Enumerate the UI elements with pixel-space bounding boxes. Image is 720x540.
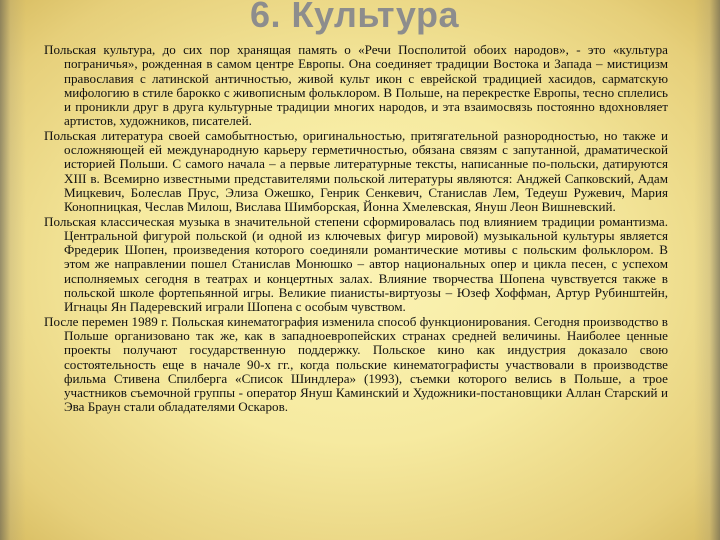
slide-body	[44, 43, 668, 415]
paragraph-music: Польская классическая музыка в значительной степени сформировалась под влиянием традиции романтизма. Центральной фигурой польской (и одной из ключевых фигур мировой) музыкальной культуры является Фредерик Шопен, произведения которого соединяли романтические мотивы с польским фольклором. В этом же направлении пошел Станислав Монюшко – автор национальных опер и цикла песен, с успехом исполняемых сегодня в театрах и концертных залах. Влияние творчества Шопена чувствуется также в польской школе фортепьянной игры. Великие пианисты-виртуозы – Юзеф Хоффман, Артур Рубинштейн, Игнацы Ян Падеревский играли Шопена с особым чувством.	[44, 213, 668, 315]
paragraph-cinema: После перемен 1989 г. Польская кинематография изменила способ функционирования. Сегодня производство в Польше организовано так же, как в западноевропейских странах средней величины. Наиболее ценные проекты получают государственную поддержку. Польское кино как индустрия доказало свою состоятельность еще в начале 90-х гг., когда польские кинематографисты участвовали в производстве фильма Стивена Спилберга «Список Шиндлера» (1993), съемки которого велись в Польше, а трое участников съемочной группы - оператор Януш Каминский и Художники-постановщики Аллан Старский и Эва Браун стали обладателями Оскаров.	[44, 313, 668, 415]
left-edge-shadow	[0, 0, 26, 540]
right-edge-shadow	[694, 0, 720, 540]
paragraph-culture: Польская культура, до сих пор хранящая память о «Речи Посполитой обоих народов», - это «культура пограничья», рожденная в самом центре Европы. Она соединяет традиции Востока и Запада – мистицизм православия с латинской античностью, живой культ икон с еврейской традицией хасидов, сарматскую мифологию в стиле барокко с живописным фольклором. В Польше, на перекрестке Европы, тесно сплелись и проникли друг в друга культурные традиции многих народов, и эта взаимосвязь постоянно вдохновляет артистов, художников, писателей.	[44, 42, 668, 129]
slide-title: 6. Культура	[250, 0, 459, 35]
paragraph-literature: Польская литература своей самобытностью, оригинальностью, притягательной разнородностью, но также и осложняющей ей международную карьеру герметичностью, обязана связям с запутанной, драматической историей Польши. С самого начала – а первые литературные тексты, написанные по-польски, датируются XIII в. Всемирно известными представителями польской литературы являются: Анджей Сапковский, Адам Мицкевич, Болеслав Прус, Элиза Ожешко, Генрик Сенкевич, Станислав Лем, Тедеуш Ружевич, Мария Конопницкая, Чеслав Милош, Вислава Шимборская, Йонна Хмелевская, Януш Леон Вишневский.	[44, 127, 668, 215]
